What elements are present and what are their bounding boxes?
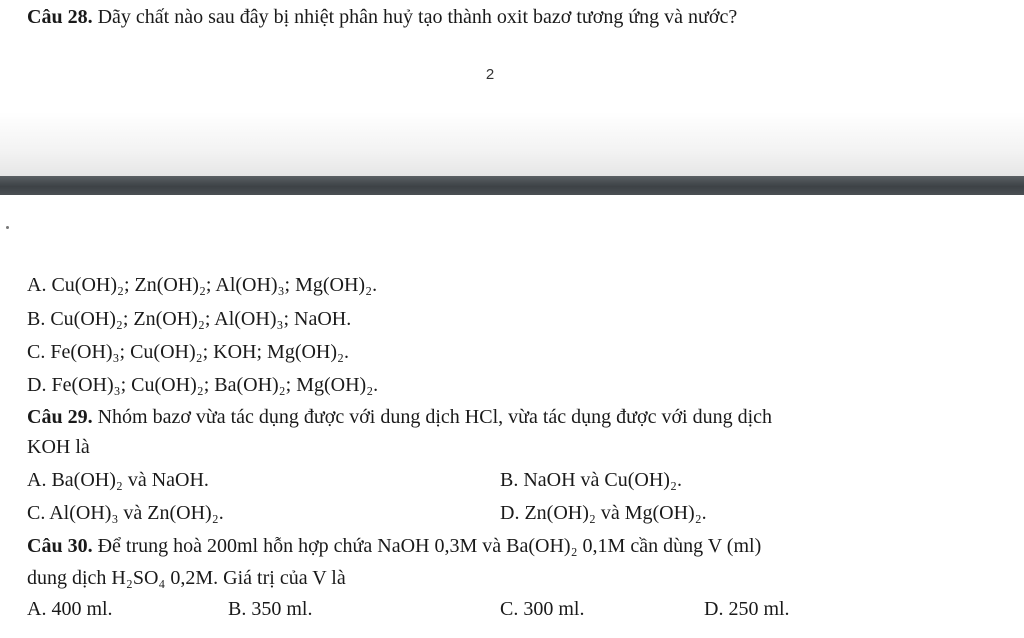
blurred-background <box>0 112 1024 176</box>
question-30-label: Câu 30. <box>27 535 93 557</box>
q29-option-d: D. Zn(OH)₂ và Mg(OH)₂. <box>500 502 707 524</box>
q30-option-c: C. 300 ml. <box>500 598 585 620</box>
divider-bar <box>0 176 1024 195</box>
question-29-stem <box>27 404 772 430</box>
q30-option-a: A. 400 ml. <box>27 598 113 620</box>
page-number: 2 <box>485 66 495 83</box>
q29-option-c: C. Al(OH)₃ và Zn(OH)₂. <box>27 502 224 524</box>
q28-option-c: C. Fe(OH)₃; Cu(OH)₂; KOH; Mg(OH)₂. <box>27 341 350 363</box>
q30-option-d: D. 250 ml. <box>704 598 790 620</box>
question-29-text: Nhóm bazơ vừa tác dụng được với dung dịch HCl, vừa tác dụng được với dung dịch <box>92 406 773 428</box>
question-30-stem-cont: dung dịch H₂SO₄ 0,2M. Giá trị của V là <box>27 567 346 589</box>
question-29-label: Câu 29. <box>27 406 93 428</box>
question-30-stem <box>27 533 761 559</box>
q29-option-b: B. NaOH và Cu(OH)₂. <box>500 469 682 491</box>
q28-option-d: D. Fe(OH)₃; Cu(OH)₂; Ba(OH)₂; Mg(OH)₂. <box>27 374 379 396</box>
q29-option-a: A. Ba(OH)₂ và NaOH. <box>27 469 209 491</box>
question-28-label: Câu 28. <box>27 6 93 28</box>
q28-option-b: B. Cu(OH)₂; Zn(OH)₂; Al(OH)₃; NaOH. <box>27 308 352 330</box>
question-28-text: Dãy chất nào sau đây bị nhiệt phân huỷ tạo thành oxit bazơ tương ứng và nước? <box>92 6 738 28</box>
speck <box>6 226 9 229</box>
question-30-text: Để trung hoà 200ml hỗn hợp chứa NaOH 0,3M và Ba(OH)₂ 0,1M cần dùng V (ml) <box>92 535 762 557</box>
question-28-stem <box>27 4 737 30</box>
q30-option-b: B. 350 ml. <box>228 598 313 620</box>
question-29-stem-cont: KOH là <box>27 436 90 458</box>
q28-option-a: A. Cu(OH)₂; Zn(OH)₂; Al(OH)₃; Mg(OH)₂. <box>27 274 378 296</box>
